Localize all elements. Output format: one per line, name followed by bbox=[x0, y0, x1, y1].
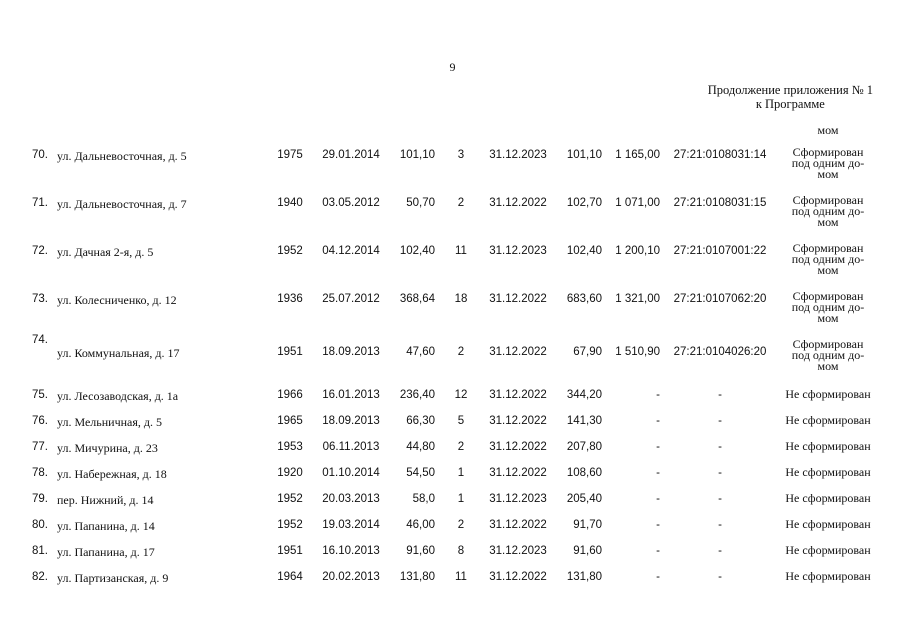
row-cost: 1 321,00 bbox=[615, 293, 660, 305]
row-year: 1953 bbox=[277, 441, 303, 453]
row-area-total: 207,80 bbox=[566, 441, 602, 453]
row-status-line: Сформирован bbox=[792, 193, 864, 207]
row-residents: 1 bbox=[457, 493, 465, 505]
row-area: 58,0 bbox=[412, 493, 435, 505]
row-area: 50,70 bbox=[406, 197, 435, 209]
row-cost: - bbox=[656, 545, 660, 557]
row-area-total: 91,70 bbox=[573, 519, 602, 531]
row-status bbox=[778, 519, 878, 530]
row-cadastral-number: - bbox=[718, 545, 722, 557]
row-number: 73. bbox=[32, 293, 48, 305]
row-address: ул. Дальневосточная, д. 7 bbox=[57, 197, 187, 211]
row-date: 03.05.2012 bbox=[322, 197, 380, 209]
table-row bbox=[0, 334, 905, 381]
row-number: 74. bbox=[32, 334, 48, 346]
row-cost: - bbox=[656, 571, 660, 583]
row-year: 1920 bbox=[277, 467, 303, 479]
row-cadastral-number: 27:21:0107001:22 bbox=[673, 245, 767, 257]
row-date: 20.03.2013 bbox=[322, 493, 380, 505]
row-number: 80. bbox=[32, 519, 48, 531]
row-deadline: 31.12.2023 bbox=[489, 149, 547, 161]
row-area-total: 101,10 bbox=[566, 149, 602, 161]
row-area-total: 344,20 bbox=[566, 389, 602, 401]
row-number: 79. bbox=[32, 493, 48, 505]
row-year: 1936 bbox=[277, 293, 303, 305]
row-cost: 1 071,00 bbox=[615, 197, 660, 209]
row-address: ул. Дачная 2-я, д. 5 bbox=[57, 245, 154, 259]
row-cost: - bbox=[656, 467, 660, 479]
row-status bbox=[778, 415, 878, 426]
row-deadline: 31.12.2022 bbox=[489, 197, 547, 209]
row-year: 1964 bbox=[277, 571, 303, 583]
row-number: 70. bbox=[32, 149, 48, 161]
row-cost: - bbox=[656, 389, 660, 401]
row-residents: 2 bbox=[457, 441, 465, 453]
row-status-line: Сформирован bbox=[792, 337, 864, 351]
row-residents: 2 bbox=[457, 519, 465, 531]
row-area-total: 108,60 bbox=[566, 467, 602, 479]
row-area: 66,30 bbox=[406, 415, 435, 427]
row-cadastral-number: - bbox=[718, 571, 722, 583]
row-year: 1975 bbox=[277, 149, 303, 161]
row-date: 06.11.2013 bbox=[322, 441, 380, 453]
row-status-line: под одним до- bbox=[791, 156, 865, 170]
row-year: 1951 bbox=[277, 346, 303, 358]
row-cadastral-number: 27:21:0107062:20 bbox=[673, 293, 767, 305]
row-residents: 11 bbox=[455, 571, 467, 583]
table-row bbox=[0, 571, 905, 611]
row-year: 1952 bbox=[277, 493, 303, 505]
row-date: 16.10.2013 bbox=[322, 545, 380, 557]
row-area: 44,80 bbox=[406, 441, 435, 453]
row-residents: 2 bbox=[457, 197, 465, 209]
row-cost: 1 165,00 bbox=[615, 149, 660, 161]
row-cost: 1 510,90 bbox=[615, 346, 660, 358]
row-deadline: 31.12.2023 bbox=[489, 545, 547, 557]
row-address: пер. Нижний, д. 14 bbox=[57, 493, 154, 507]
row-date: 18.09.2013 bbox=[322, 346, 380, 358]
row-status-line: мом bbox=[817, 359, 839, 373]
table-row bbox=[0, 145, 905, 189]
table-row bbox=[0, 241, 905, 285]
row-number: 78. bbox=[32, 467, 48, 479]
row-status bbox=[778, 467, 878, 478]
row-year: 1952 bbox=[277, 245, 303, 257]
row-date: 04.12.2014 bbox=[322, 245, 380, 257]
row-cadastral-number: - bbox=[718, 519, 722, 531]
row-address: ул. Партизанская, д. 9 bbox=[57, 571, 169, 585]
row-address: ул. Колесниченко, д. 12 bbox=[57, 293, 177, 307]
row-cadastral-number: - bbox=[718, 415, 722, 427]
row-status-line: Сформирован bbox=[792, 145, 864, 159]
row-number: 72. bbox=[32, 245, 48, 257]
row-cadastral-number: 27:21:0104026:20 bbox=[673, 346, 767, 358]
row-status-line: Не сформирован bbox=[785, 517, 871, 531]
row-address: ул. Папанина, д. 14 bbox=[57, 519, 155, 533]
row-date: 18.09.2013 bbox=[322, 415, 380, 427]
row-status-line: под одним до- bbox=[791, 204, 865, 218]
row-area-total: 102,40 bbox=[566, 245, 602, 257]
row-year: 1940 bbox=[277, 197, 303, 209]
row-area-total: 91,60 bbox=[573, 545, 602, 557]
row-address: ул. Мельничная, д. 5 bbox=[57, 415, 163, 429]
row-status bbox=[778, 389, 878, 400]
row-status bbox=[778, 195, 878, 228]
row-status-line: Не сформирован bbox=[785, 387, 871, 401]
row-area: 101,10 bbox=[399, 149, 435, 161]
row-deadline: 31.12.2022 bbox=[489, 293, 547, 305]
table-row bbox=[0, 289, 905, 333]
row-date: 29.01.2014 bbox=[322, 149, 380, 161]
row-status bbox=[778, 291, 878, 324]
row-status bbox=[778, 571, 878, 582]
row-area-total: 141,30 bbox=[566, 415, 602, 427]
row-cadastral-number: 27:21:0108031:14 bbox=[673, 149, 767, 161]
row-number: 71. bbox=[32, 197, 48, 209]
row-status-line: Сформирован bbox=[792, 241, 864, 255]
row-status bbox=[778, 493, 878, 504]
row-deadline: 31.12.2022 bbox=[489, 571, 547, 583]
row-status-line: мом bbox=[817, 263, 839, 277]
row-address: ул. Лесозаводская, д. 1а bbox=[57, 389, 179, 403]
row-area: 54,50 bbox=[406, 467, 435, 479]
row-address: ул. Папанина, д. 17 bbox=[57, 545, 155, 559]
row-status-line: Не сформирован bbox=[785, 439, 871, 453]
row-cost: - bbox=[656, 441, 660, 453]
row-date: 01.10.2014 bbox=[322, 467, 380, 479]
row-status bbox=[778, 545, 878, 556]
row-year: 1952 bbox=[277, 519, 303, 531]
row-area-total: 102,70 bbox=[566, 197, 602, 209]
row-cadastral-number: - bbox=[718, 441, 722, 453]
row-status-line: Не сформирован bbox=[785, 413, 871, 427]
row-status-line: Не сформирован bbox=[785, 465, 871, 479]
row-year: 1951 bbox=[277, 545, 303, 557]
row-residents: 3 bbox=[457, 149, 465, 161]
row-deadline: 31.12.2022 bbox=[489, 441, 547, 453]
row-status-line: мом bbox=[817, 311, 839, 325]
row-status bbox=[778, 243, 878, 276]
row-deadline: 31.12.2022 bbox=[489, 415, 547, 427]
row-deadline: 31.12.2022 bbox=[489, 346, 547, 358]
row-deadline: 31.12.2022 bbox=[489, 519, 547, 531]
row-residents: 12 bbox=[454, 389, 468, 401]
row-date: 16.01.2013 bbox=[322, 389, 380, 401]
row-number: 81. bbox=[32, 545, 48, 557]
row-area-total: 67,90 bbox=[573, 346, 602, 358]
row-cost: - bbox=[656, 519, 660, 531]
row-status-line: Не сформирован bbox=[785, 491, 871, 505]
appendix-header-line2: к Программе bbox=[755, 97, 825, 111]
row-address: ул. Коммунальная, д. 17 bbox=[57, 346, 180, 360]
row-cost: - bbox=[656, 493, 660, 505]
appendix-header-line1: Продолжение приложения № 1 bbox=[707, 83, 873, 97]
row-status-line: Не сформирован bbox=[785, 569, 871, 583]
row-cadastral-number: 27:21:0108031:15 bbox=[673, 197, 767, 209]
row-area-total: 205,40 bbox=[566, 493, 602, 505]
carryover-status-fragment: мом bbox=[817, 123, 839, 137]
row-status-line: под одним до- bbox=[791, 252, 865, 266]
row-deadline: 31.12.2023 bbox=[489, 245, 547, 257]
row-number: 75. bbox=[32, 389, 48, 401]
row-cadastral-number: - bbox=[718, 389, 722, 401]
row-cadastral-number: - bbox=[718, 467, 722, 479]
row-year: 1966 bbox=[277, 389, 303, 401]
row-residents: 11 bbox=[455, 245, 467, 257]
row-area: 91,60 bbox=[406, 545, 435, 557]
table-row bbox=[0, 193, 905, 237]
row-status-line: мом bbox=[817, 215, 839, 229]
row-deadline: 31.12.2022 bbox=[489, 467, 547, 479]
row-deadline: 31.12.2022 bbox=[489, 389, 547, 401]
row-cost: - bbox=[656, 415, 660, 427]
row-status bbox=[778, 339, 878, 372]
row-area-total: 683,60 bbox=[566, 293, 602, 305]
row-residents: 8 bbox=[457, 545, 465, 557]
row-area-total: 131,80 bbox=[566, 571, 602, 583]
row-cost: 1 200,10 bbox=[615, 245, 660, 257]
row-deadline: 31.12.2023 bbox=[489, 493, 547, 505]
row-number: 76. bbox=[32, 415, 48, 427]
row-residents: 1 bbox=[457, 467, 465, 479]
row-date: 19.03.2014 bbox=[322, 519, 380, 531]
page-number: 9 bbox=[449, 60, 456, 74]
row-area: 102,40 bbox=[399, 245, 435, 257]
row-year: 1965 bbox=[277, 415, 303, 427]
row-status-line: Не сформирован bbox=[785, 543, 871, 557]
row-cadastral-number: - bbox=[718, 493, 722, 505]
row-status-line: под одним до- bbox=[791, 300, 865, 314]
row-area: 368,64 bbox=[399, 293, 435, 305]
row-area: 47,60 bbox=[406, 346, 435, 358]
row-status bbox=[778, 441, 878, 452]
row-area: 131,80 bbox=[399, 571, 435, 583]
row-residents: 18 bbox=[454, 293, 468, 305]
row-address: ул. Мичурина, д. 23 bbox=[57, 441, 158, 455]
row-status-line: Сформирован bbox=[792, 289, 864, 303]
row-status-line: мом bbox=[817, 167, 839, 181]
row-address: ул. Дальневосточная, д. 5 bbox=[57, 149, 187, 163]
row-residents: 5 bbox=[457, 415, 465, 427]
appendix-header bbox=[708, 83, 873, 111]
row-date: 20.02.2013 bbox=[322, 571, 380, 583]
row-residents: 2 bbox=[457, 346, 465, 358]
row-area: 46,00 bbox=[406, 519, 435, 531]
row-number: 77. bbox=[32, 441, 48, 453]
row-date: 25.07.2012 bbox=[322, 293, 380, 305]
row-status-line: под одним до- bbox=[791, 348, 865, 362]
row-area: 236,40 bbox=[399, 389, 435, 401]
row-number: 82. bbox=[32, 571, 48, 583]
row-status bbox=[778, 147, 878, 180]
row-address: ул. Набережная, д. 18 bbox=[57, 467, 167, 481]
